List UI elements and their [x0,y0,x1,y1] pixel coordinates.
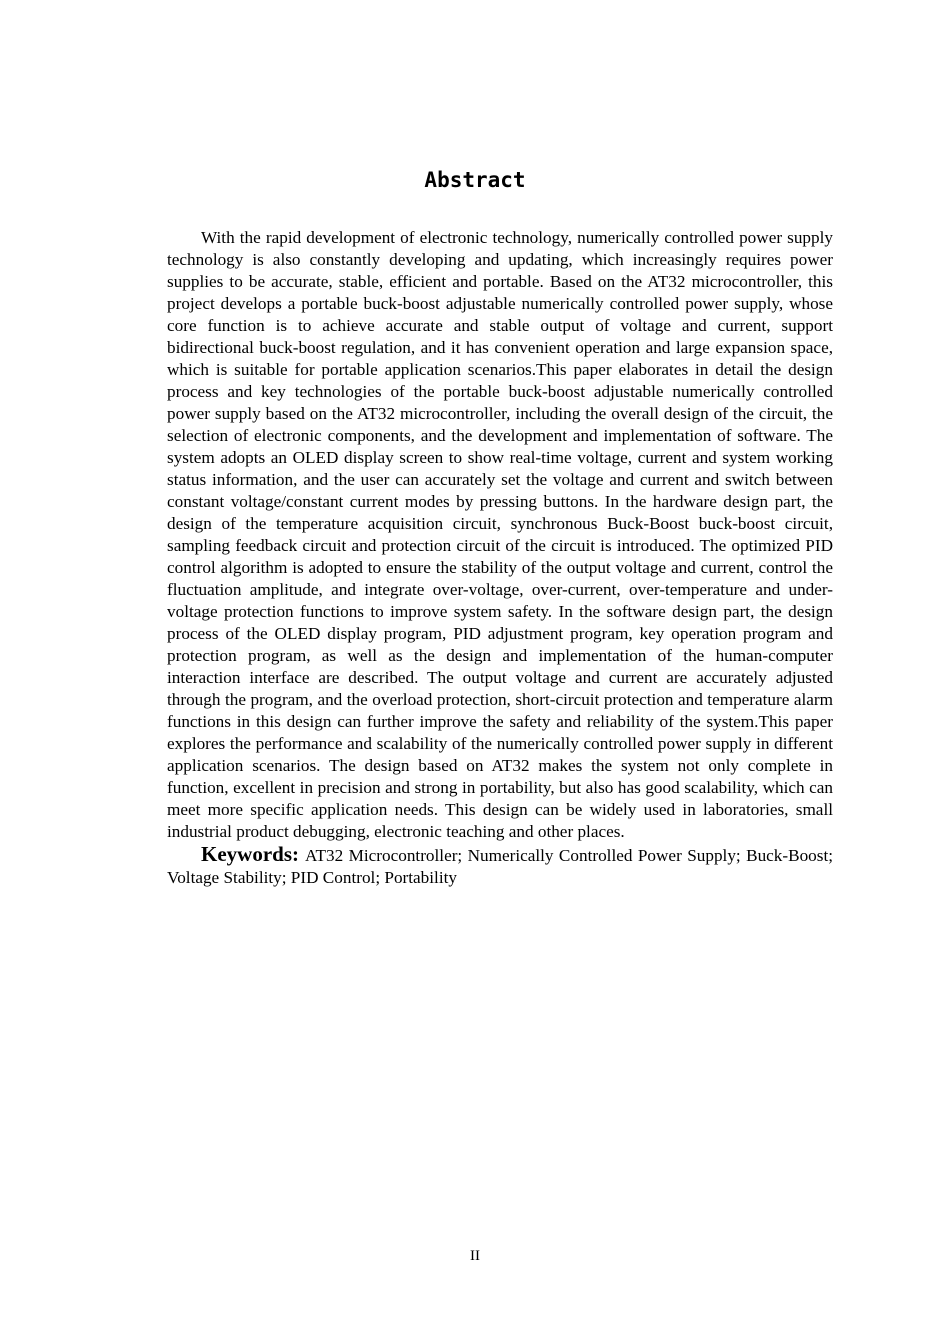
abstract-title: Abstract [424,168,526,192]
keywords-label: Keywords: [201,842,299,866]
keywords-line [167,843,833,889]
abstract-paragraph: With the rapid development of electronic technology, numerically controlled power supply technology is also constantly developing and updating, which increasingly requires power supplies to be accurate, stable, efficient and portable. Based on the AT32 microcontroller, this project develops a portable buck-boost adjustable numerically controlled power supply, whose core function is to achieve accurate and stable output of voltage and current, support bidirectional buck-boost regulation, and it has convenient operation and large expansion space, which is suitable for portable application scenarios.This paper elaborates in detail the design process and key technologies of the portable buck-boost adjustable numerically controlled power supply based on the AT32 microcontroller, including the overall design of the circuit, the selection of electronic components, and the development and implementation of software. The system adopts an OLED display screen to show real-time voltage, current and system working status information, and the user can accurately set the voltage and current and switch between constant voltage/constant current modes by pressing buttons. In the hardware design part, the design of the temperature acquisition circuit, synchronous Buck-Boost buck-boost circuit, sampling feedback circuit and protection circuit of the circuit is introduced. The optimized PID control algorithm is adopted to ensure the stability of the output voltage and current, control the fluctuation amplitude, and integrate over-voltage, over-current, over-temperature and under-voltage protection functions to improve system safety. In the software design part, the design process of the OLED display program, PID adjustment program, key operation program and protection program, as well as the design and implementation of the human-computer interaction interface are described. The output voltage and current are accurately adjusted through the program, and the overload protection, short-circuit protection and temperature alarm functions in this design can further improve the safety and reliability of the system.This paper explores the performance and scalability of the numerically controlled power supply in different application scenarios. The design based on AT32 makes the system not only complete in function, excellent in precision and strong in portability, but also has good scalability, which can meet more specific application needs. This design can be widely used in laboratories, small industrial product debugging, electronic teaching and other places. [167,228,833,841]
keywords-text: AT32 Microcontroller; Numerically Controlled Power Supply; Buck-Boost; Voltage Stability; PID Control; Portability [167,846,833,887]
page-number: II [470,1248,480,1264]
abstract-body [167,227,833,889]
